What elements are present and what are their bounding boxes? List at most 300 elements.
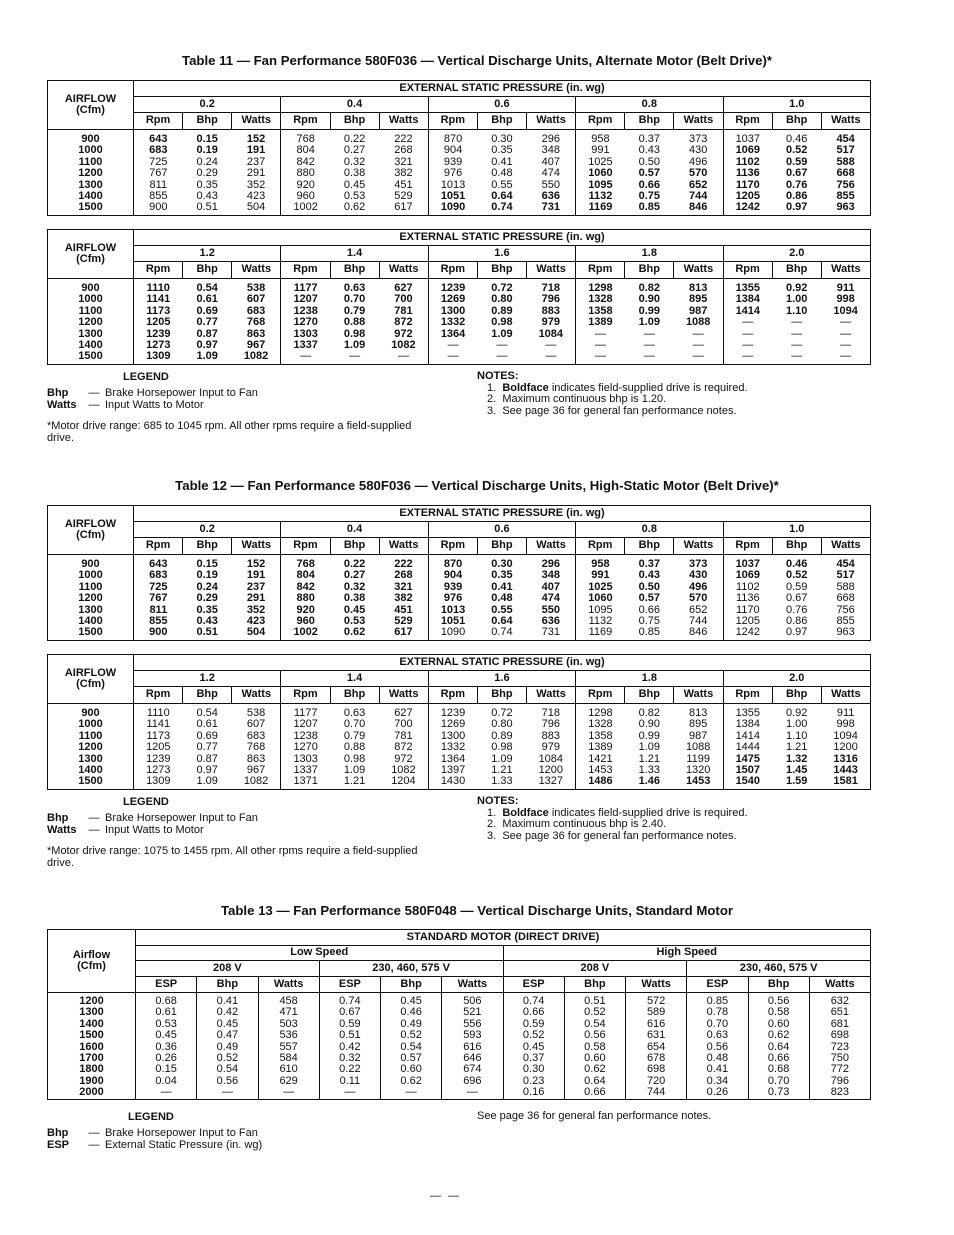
data-cell: 0.74 — [319, 993, 380, 1008]
data-cell: 0.51 — [319, 1030, 380, 1041]
data-cell: 1088 — [685, 316, 711, 329]
data-cell: — — [397, 350, 409, 363]
data-cell: 517 — [836, 569, 855, 582]
data-cell: 584 — [258, 1053, 319, 1064]
data-cell: 643 — [149, 558, 168, 570]
data-cell: 423 — [246, 615, 266, 628]
data-cell: 0.61 — [196, 293, 218, 306]
data-cell: 1.10 — [785, 729, 808, 742]
table12-part-1 — [47, 505, 871, 641]
airflow-cell: 1200 — [48, 593, 134, 604]
data-cell: — — [840, 316, 852, 329]
data-cell: 0.69 — [196, 304, 218, 317]
table-row — [48, 742, 871, 753]
data-cell: 0.66 — [564, 1087, 625, 1099]
table11-part-1 — [47, 80, 871, 216]
column-header: Bhp — [330, 113, 379, 130]
note-item: 2. Maximum continuous bhp is 2.40. — [487, 818, 667, 831]
data-cell: 0.57 — [381, 1053, 442, 1064]
data-cell: 698 — [809, 1030, 870, 1041]
data-cell: 0.45 — [343, 178, 366, 191]
legend-item: ESP — External Static Pressure (in. wg) — [47, 1139, 263, 1151]
table-12-notes: NOTES: 1. Boldface indicates field-supplied drive is required. 2. Maximum continuous bhp is 2.40. 3. See page 36 for general fan performance notes. — [477, 795, 748, 842]
data-cell: 1.33 — [638, 764, 661, 777]
column-header: Watts — [821, 113, 870, 130]
data-cell: 0.78 — [687, 1007, 748, 1018]
data-cell: 1238 — [281, 731, 330, 742]
data-cell: 496 — [689, 155, 708, 168]
data-cell: 1136 — [723, 593, 772, 604]
legend-title: LEGEND — [123, 796, 169, 808]
data-cell: — — [723, 317, 772, 328]
data-cell: 538 — [246, 707, 266, 719]
data-cell: 0.59 — [785, 155, 808, 168]
table-11-notes: NOTES: 1. Boldface indicates field-supplied drive is required. 2. Maximum continuous bhp is 1.20. 3. See page 36 for general fan performance notes. — [477, 370, 748, 417]
data-cell: 1037 — [723, 555, 772, 571]
data-cell: 1169 — [576, 627, 625, 640]
data-cell: 920 — [281, 180, 330, 191]
data-cell: 842 — [281, 157, 330, 168]
data-cell: 900 — [149, 201, 168, 214]
data-cell: — — [791, 350, 803, 363]
column-header: Rpm — [281, 538, 330, 555]
data-cell: 0.48 — [491, 592, 513, 605]
data-cell: 939 — [428, 157, 477, 168]
data-cell: 0.04 — [155, 1074, 177, 1087]
data-cell: 291 — [246, 592, 266, 605]
data-cell: 0.43 — [196, 615, 218, 628]
column-header: Watts — [821, 687, 870, 704]
airflow-cell: 900 — [48, 279, 134, 295]
data-cell: 0.52 — [785, 569, 808, 582]
data-cell: 1200 — [833, 741, 858, 754]
note-item: 3. See page 36 for general fan performance notes. — [487, 404, 737, 417]
data-cell: 0.54 — [196, 707, 218, 719]
data-cell: — — [692, 327, 704, 340]
airflow-cell: 1500 — [48, 202, 134, 215]
data-cell: 0.85 — [638, 626, 661, 639]
data-cell: 1013 — [428, 180, 477, 191]
data-cell: 474 — [541, 167, 560, 180]
data-cell: 895 — [689, 718, 708, 731]
data-cell: 407 — [541, 580, 560, 593]
table-13-note: See page 36 for general fan performance notes. — [477, 1110, 712, 1122]
data-cell: 1090 — [428, 202, 477, 215]
data-cell: 1270 — [281, 317, 330, 328]
data-cell: 0.19 — [196, 144, 218, 157]
data-cell: 0.64 — [491, 190, 513, 203]
data-cell: 756 — [836, 603, 855, 616]
data-cell: 958 — [576, 130, 625, 146]
data-cell: 0.52 — [381, 1030, 442, 1041]
data-cell: 1486 — [576, 776, 625, 789]
data-cell: 503 — [258, 1019, 319, 1030]
airflow-cell: 1500 — [48, 627, 134, 640]
data-cell: 1132 — [576, 616, 625, 627]
data-cell: 0.70 — [343, 718, 366, 731]
data-cell: 0.85 — [687, 993, 748, 1008]
data-cell: 0.46 — [381, 1007, 442, 1018]
pressure-group-header: 0.4 — [281, 97, 428, 113]
column-header: Bhp — [477, 262, 526, 279]
data-cell: — — [496, 339, 508, 352]
data-cell: 998 — [836, 718, 855, 731]
data-cell: 0.98 — [491, 316, 513, 329]
data-cell: 1025 — [576, 582, 625, 593]
airflow-header: AIRFLOW (Cfm) — [48, 655, 134, 704]
esp-header: EXTERNAL STATIC PRESSURE (in. wg) — [134, 506, 871, 522]
column-header: Rpm — [428, 687, 477, 704]
column-header: Rpm — [428, 538, 477, 555]
pressure-group-header: 0.8 — [576, 97, 723, 113]
data-cell: 718 — [541, 707, 560, 719]
data-cell: 842 — [281, 582, 330, 593]
data-cell: 0.90 — [638, 293, 661, 306]
data-cell: 768 — [246, 741, 266, 754]
column-header: Bhp — [183, 262, 232, 279]
column-header: Bhp — [183, 687, 232, 704]
data-cell: 872 — [394, 316, 413, 329]
data-cell: 636 — [541, 190, 560, 203]
data-cell: 0.54 — [564, 1019, 625, 1030]
data-cell: 0.41 — [491, 155, 513, 168]
data-cell: 557 — [258, 1042, 319, 1053]
data-cell: 1025 — [576, 157, 625, 168]
data-cell: 556 — [442, 1019, 503, 1030]
airflow-cell: 900 — [48, 130, 134, 146]
column-header: Watts — [232, 687, 281, 704]
airflow-cell: 1100 — [48, 731, 134, 742]
data-cell: 1300 — [428, 306, 477, 317]
data-cell: 863 — [246, 327, 266, 340]
data-cell: 723 — [809, 1042, 870, 1053]
column-header: Watts — [821, 262, 870, 279]
data-cell: 863 — [246, 752, 266, 765]
data-cell: 0.61 — [155, 1006, 177, 1019]
data-cell: 0.56 — [687, 1042, 748, 1053]
data-cell: 191 — [246, 569, 266, 582]
table-row — [48, 627, 871, 640]
data-cell: 796 — [541, 718, 560, 731]
table12-part-2 — [47, 654, 871, 790]
data-cell: 1453 — [576, 765, 625, 776]
data-cell: 0.60 — [748, 1019, 809, 1030]
data-cell: 1051 — [428, 616, 477, 627]
airflow-cell: 2000 — [48, 1087, 136, 1099]
data-cell: 0.43 — [638, 144, 661, 157]
data-cell: 991 — [576, 145, 625, 156]
column-header: Bhp — [197, 977, 258, 993]
data-cell: 607 — [246, 718, 266, 731]
data-cell: 0.64 — [564, 1076, 625, 1087]
column-header: Bhp — [183, 113, 232, 130]
data-cell: 744 — [626, 1087, 687, 1099]
data-cell: 1389 — [576, 742, 625, 753]
pressure-group-header: 0.8 — [576, 522, 723, 538]
speed-header: Low Speed — [136, 946, 504, 961]
esp-header: EXTERNAL STATIC PRESSURE (in. wg) — [134, 655, 871, 671]
column-header: Rpm — [723, 113, 772, 130]
data-cell: — — [791, 316, 803, 329]
data-cell: 0.99 — [638, 304, 661, 317]
airflow-cell: 1500 — [48, 351, 134, 364]
data-cell: — — [840, 350, 852, 363]
data-cell: 1205 — [146, 741, 171, 754]
table-13-legend — [47, 1111, 467, 1151]
data-cell: 1177 — [281, 704, 330, 720]
column-header: Watts — [258, 977, 319, 993]
data-cell: 698 — [626, 1064, 687, 1075]
data-cell: 1.09 — [196, 350, 218, 363]
data-cell: 972 — [394, 327, 413, 340]
data-cell: 0.59 — [785, 580, 808, 593]
data-cell: 0.32 — [343, 580, 366, 593]
airflow-cell: 1200 — [48, 742, 134, 753]
data-cell: 1421 — [576, 754, 625, 765]
table-row — [48, 202, 871, 215]
data-cell: 504 — [246, 626, 266, 639]
data-cell: 1207 — [281, 719, 330, 730]
column-header: Rpm — [134, 262, 183, 279]
data-cell: 1507 — [723, 765, 772, 776]
data-cell: 474 — [541, 592, 560, 605]
pressure-group-header: 0.6 — [428, 97, 575, 113]
data-cell: 0.41 — [197, 993, 258, 1008]
airflow-cell: 1200 — [48, 317, 134, 328]
column-header: Rpm — [428, 262, 477, 279]
data-cell: 772 — [809, 1064, 870, 1075]
column-header: Watts — [232, 538, 281, 555]
data-cell: 0.46 — [785, 133, 808, 145]
data-cell: 550 — [541, 178, 560, 191]
airflow-cell: 1400 — [48, 1019, 136, 1030]
table-12-title: Table 12 — Fan Performance 580F036 — Vertical Discharge Units, High-Static Motor (Belt Drive)* — [175, 478, 779, 493]
data-cell: 291 — [246, 167, 266, 180]
data-cell: 0.70 — [687, 1019, 748, 1030]
data-cell: 804 — [281, 145, 330, 156]
data-cell: 781 — [394, 304, 413, 317]
data-cell: 0.60 — [564, 1053, 625, 1064]
legend-item: Bhp — Brake Horsepower Input to Fan — [47, 1127, 258, 1139]
data-cell: 407 — [541, 155, 560, 168]
data-cell: 1204 — [391, 775, 416, 788]
data-cell: 1102 — [723, 157, 772, 168]
data-cell: 900 — [149, 626, 168, 639]
data-cell: — — [428, 340, 477, 351]
data-cell: 0.48 — [491, 167, 513, 180]
data-cell: 0.43 — [196, 190, 218, 203]
data-cell: 976 — [428, 593, 477, 604]
data-cell: 0.11 — [319, 1076, 380, 1087]
column-header: Watts — [379, 687, 428, 704]
data-cell: 506 — [442, 993, 503, 1008]
data-cell: 813 — [689, 282, 708, 294]
data-cell: 768 — [281, 130, 330, 146]
data-cell: 152 — [246, 558, 266, 570]
data-cell: 813 — [689, 707, 708, 719]
data-cell: 1371 — [281, 776, 330, 789]
data-cell: 1273 — [146, 764, 171, 777]
airflow-cell: 1000 — [48, 570, 134, 581]
data-cell: 1337 — [281, 340, 330, 351]
table-row — [48, 168, 871, 179]
data-cell: 1.32 — [785, 752, 808, 765]
data-cell: 458 — [258, 993, 319, 1008]
top-header: STANDARD MOTOR (DIRECT DRIVE) — [136, 930, 871, 946]
data-cell: 0.80 — [491, 293, 513, 306]
data-cell: 268 — [394, 569, 413, 582]
data-cell: — — [197, 1087, 258, 1099]
data-cell: 1136 — [723, 168, 772, 179]
column-header: ESP — [503, 977, 564, 993]
data-cell: 1397 — [428, 765, 477, 776]
column-header: ESP — [319, 977, 380, 993]
data-cell: 0.62 — [343, 626, 366, 639]
data-cell: 616 — [442, 1042, 503, 1053]
legend-item: Bhp — Brake Horsepower Input to Fan — [47, 812, 258, 824]
pressure-group-header: 1.6 — [428, 246, 575, 262]
data-cell: 451 — [394, 178, 413, 191]
data-cell: 0.79 — [343, 304, 366, 317]
column-header: Watts — [626, 977, 687, 993]
data-cell: 0.53 — [343, 190, 366, 203]
data-cell: 631 — [626, 1030, 687, 1041]
pressure-group-header: 1.8 — [576, 671, 723, 687]
data-cell: 0.53 — [155, 1017, 177, 1030]
data-cell: 1.21 — [638, 752, 661, 765]
data-cell: 855 — [836, 190, 855, 203]
data-cell: 0.80 — [491, 718, 513, 731]
data-cell: 1.09 — [343, 764, 366, 777]
data-cell: — — [281, 351, 330, 364]
data-cell: 731 — [541, 626, 560, 639]
airflow-cell: 900 — [48, 555, 134, 571]
data-cell: 0.54 — [196, 282, 218, 294]
data-cell: — — [258, 1087, 319, 1099]
data-cell: 382 — [394, 592, 413, 605]
data-cell: 0.90 — [638, 718, 661, 731]
data-cell: 1273 — [146, 339, 171, 352]
data-cell: 1364 — [428, 754, 477, 765]
data-cell: 588 — [836, 155, 855, 168]
data-cell: 678 — [626, 1053, 687, 1064]
data-cell: 767 — [149, 167, 168, 180]
data-cell: 0.77 — [196, 316, 218, 329]
data-cell: 0.67 — [319, 1007, 380, 1018]
data-cell: 0.63 — [343, 707, 366, 719]
pressure-group-header: 1.2 — [134, 246, 281, 262]
data-cell: 1.10 — [785, 304, 808, 317]
data-cell: 1309 — [146, 775, 171, 788]
data-cell: 668 — [836, 167, 855, 180]
data-cell: 1141 — [146, 718, 171, 731]
data-cell: 696 — [442, 1076, 503, 1087]
data-cell: 0.38 — [343, 592, 366, 605]
pressure-group-header: 0.2 — [134, 97, 281, 113]
airflow-header: AIRFLOW (Cfm) — [48, 230, 134, 279]
data-cell: 0.56 — [197, 1076, 258, 1087]
voltage-header: 230, 460, 575 V — [319, 961, 503, 977]
data-cell: 0.89 — [491, 729, 513, 742]
airflow-cell: 1000 — [48, 294, 134, 305]
column-header: Bhp — [772, 538, 821, 555]
data-cell: — — [723, 329, 772, 340]
data-cell: 0.42 — [197, 1007, 258, 1018]
data-cell: 0.59 — [319, 1019, 380, 1030]
data-cell: 0.64 — [491, 615, 513, 628]
data-cell: 0.27 — [343, 144, 366, 157]
table-row — [48, 317, 871, 328]
data-cell: — — [545, 350, 557, 363]
data-cell: 1170 — [723, 180, 772, 191]
data-cell: 1170 — [723, 605, 772, 616]
note-item: 2. Maximum continuous bhp is 1.20. — [487, 393, 667, 406]
data-cell: 987 — [689, 729, 708, 742]
data-cell: 1270 — [281, 742, 330, 753]
data-cell: — — [840, 327, 852, 340]
airflow-cell: 1300 — [48, 605, 134, 616]
airflow-cell: 1300 — [48, 329, 134, 340]
column-header: Bhp — [564, 977, 625, 993]
data-cell: 0.52 — [197, 1053, 258, 1064]
column-header: ESP — [136, 977, 197, 993]
data-cell: 0.22 — [343, 133, 366, 145]
data-cell: 0.34 — [687, 1076, 748, 1087]
data-cell: 237 — [246, 580, 266, 593]
data-cell: 731 — [541, 201, 560, 214]
data-cell: 0.67 — [785, 167, 808, 180]
pressure-group-header: 1.8 — [576, 246, 723, 262]
data-cell: 1358 — [576, 731, 625, 742]
data-cell: 1084 — [538, 752, 564, 765]
data-cell: 237 — [246, 155, 266, 168]
column-header: Rpm — [134, 687, 183, 704]
data-cell: 1.21 — [491, 764, 513, 777]
data-cell: 348 — [541, 569, 560, 582]
data-cell: 0.75 — [638, 190, 661, 203]
data-cell: 0.97 — [785, 201, 808, 214]
data-cell: 1242 — [723, 627, 772, 640]
data-cell: 0.35 — [196, 178, 218, 191]
data-cell: 0.87 — [196, 327, 218, 340]
data-cell: — — [643, 339, 655, 352]
data-cell: 781 — [394, 729, 413, 742]
data-cell: 0.66 — [638, 178, 661, 191]
page-number: — — — [430, 1190, 462, 1202]
data-cell: 1.09 — [638, 316, 661, 329]
column-header: Bhp — [330, 538, 379, 555]
data-cell: 0.70 — [748, 1076, 809, 1087]
data-cell: 796 — [541, 293, 560, 306]
data-cell: 0.70 — [343, 293, 366, 306]
data-cell: 1364 — [428, 329, 477, 340]
data-cell: — — [545, 339, 557, 352]
data-cell: 0.30 — [491, 133, 513, 145]
pressure-group-header: 1.0 — [723, 97, 871, 113]
data-cell: 1082 — [391, 339, 416, 352]
column-header: ESP — [687, 977, 748, 993]
data-cell: 979 — [541, 741, 560, 754]
data-cell: 998 — [836, 293, 855, 306]
data-cell: 1475 — [723, 754, 772, 765]
data-cell: 1238 — [281, 306, 330, 317]
data-cell: 0.98 — [343, 752, 366, 765]
table-row — [48, 130, 871, 146]
data-cell: 1443 — [833, 764, 858, 777]
data-cell: 0.57 — [638, 167, 661, 180]
data-cell: 646 — [442, 1053, 503, 1064]
data-cell: 756 — [836, 178, 855, 191]
